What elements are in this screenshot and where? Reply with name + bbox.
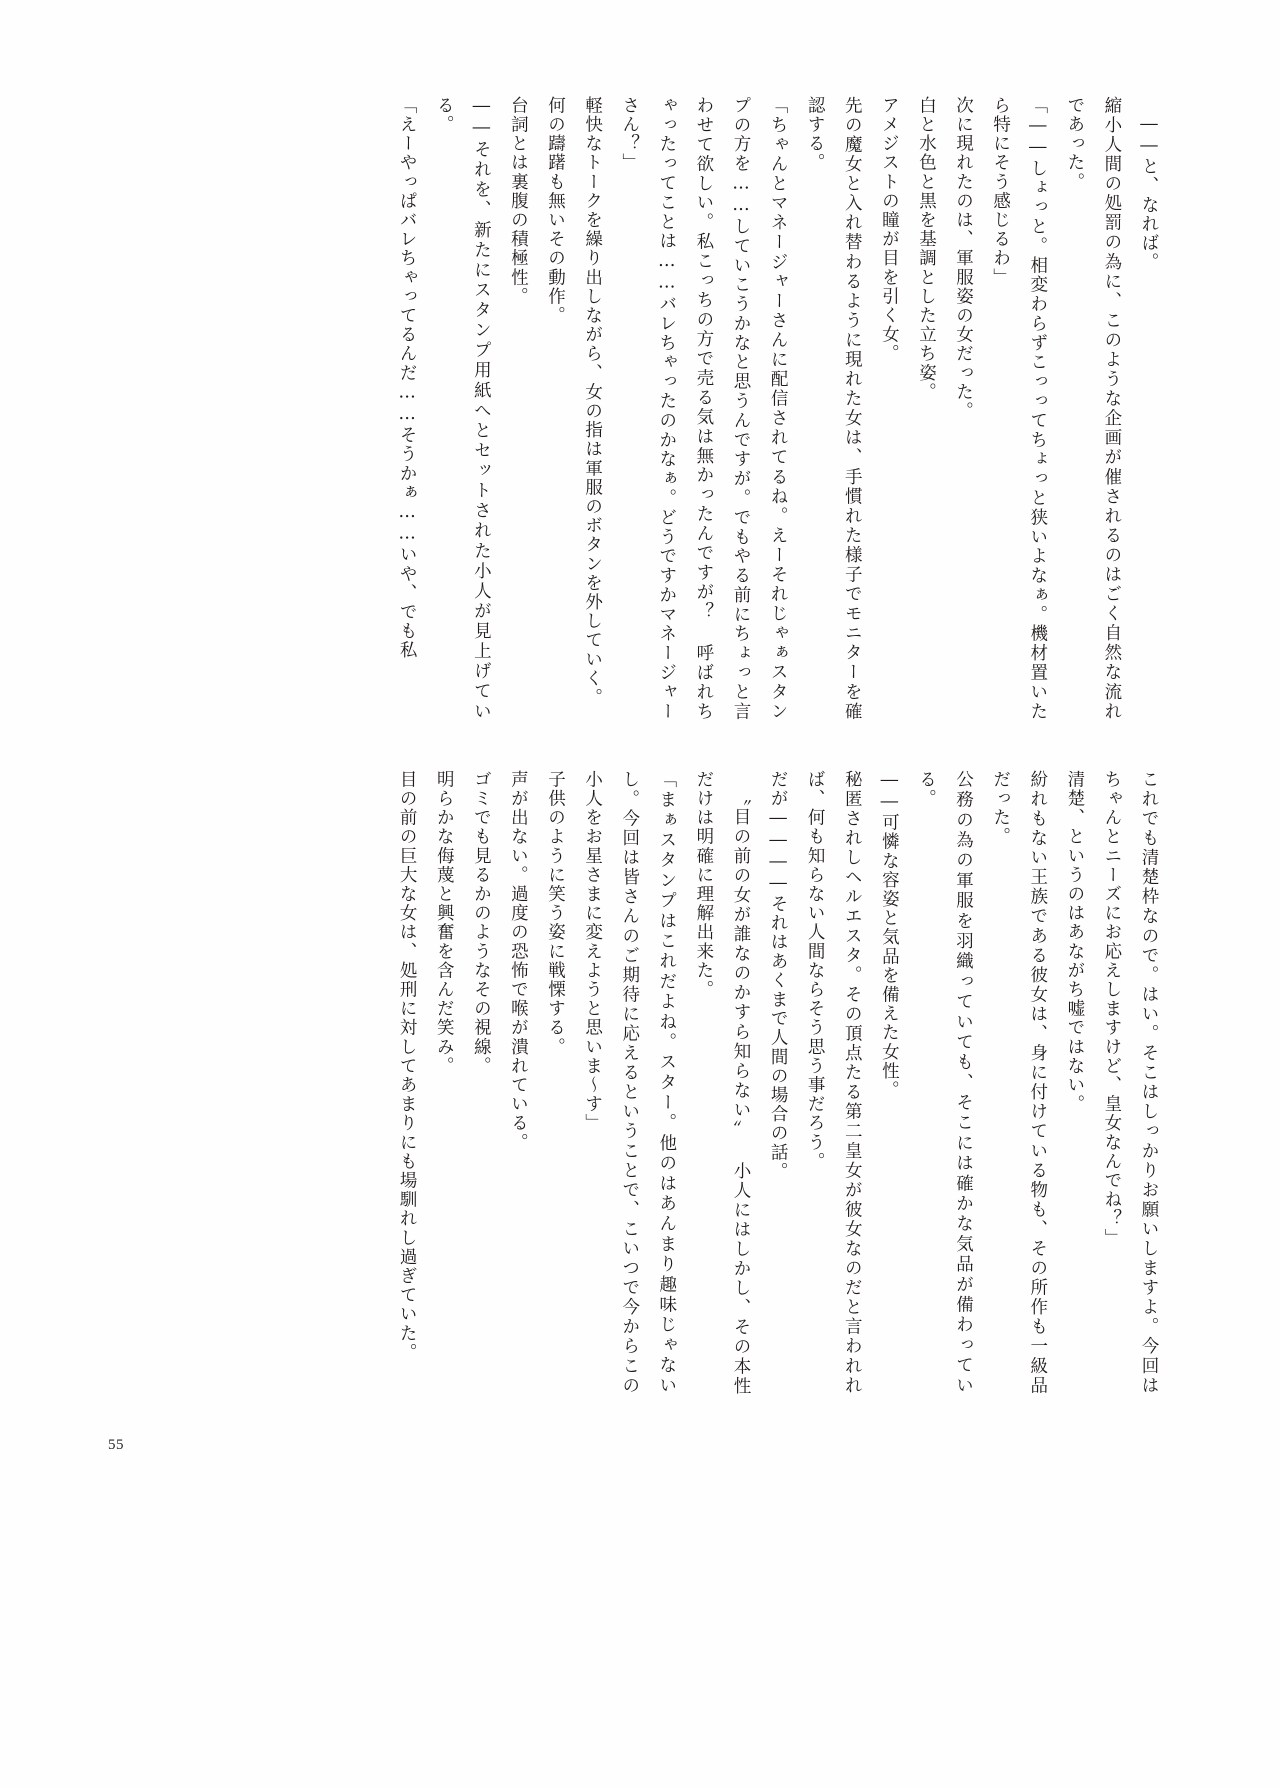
paragraph: 「えーやっぱバレちゃってるんだ……そうかぁ……いや、でも私 bbox=[397, 96, 418, 660]
paragraph: 先の魔女と入れ替わるように現れた女は、手慣れた様子でモニターを確認する。 bbox=[805, 96, 863, 721]
paragraph: 「まぁスタンプはこれだよね。スター。他のはあんまり趣味じゃないし。今回は皆さんのご期待に応えるということで、こいつで今からこの小人をお星さまに変えようと思いま～す」 bbox=[582, 770, 677, 1395]
paragraph: 清楚、というのはあながち嘘ではない。 bbox=[1064, 770, 1085, 1114]
paragraph: 「ちゃんとマネージャーさんに配信されてるね。えーそれじゃぁスタンプの方を……していこうかなと思うんですが。でもやる前にちょっと言わせて欲しい。私こっちの方で売る気は無かったんですが？ 呼ばれちゃったってことは……バレちゃったのかなぁ。どうですかマネージャーさん？」 bbox=[619, 96, 789, 721]
page-number: 55 bbox=[108, 1437, 124, 1453]
paragraph: 〝目の前の女が誰なのかすら知らない〟 小人にはしかし、その本性だけは明確に理解出来た。 bbox=[693, 770, 751, 1395]
text-column-bottom bbox=[322, 770, 1167, 1395]
paragraph: 目の前の巨大な女は、処刑に対してあまりにも場馴れし過ぎていた。 bbox=[397, 770, 418, 1363]
paragraph: ゴミでも見るかのようなその視線。 bbox=[471, 770, 492, 1076]
paragraph: 「――しょっと。相変わらずこっってちょっと狭いよなぁ。機材置いたら特にそう感じるわ」 bbox=[990, 96, 1048, 721]
paragraph: 何の躊躇も無いその動作。 bbox=[545, 96, 566, 326]
paragraph: 子供のように笑う姿に戦慄する。 bbox=[545, 770, 566, 1057]
paragraph: 紛れもない王族である彼女は、身に付けている物も、その所作も一級品だった。 bbox=[990, 770, 1048, 1395]
paragraph: 次に現れたのは、軍服姿の女だった。 bbox=[953, 96, 974, 421]
paragraph: 明らかな侮蔑と興奮を含んだ笑み。 bbox=[434, 770, 455, 1076]
paragraph: 秘匿されしヘルエスタ。その頂点たる第二皇女が彼女なのだと言われれば、何も知らない人間ならそう思う事だろう。 bbox=[805, 770, 863, 1395]
paragraph: 縮小人間の処罰の為に、このような企画が催されるのはごく自然な流れであった。 bbox=[1064, 96, 1122, 721]
paragraph: 白と水色と黒を基調とした立ち姿。 bbox=[916, 96, 937, 402]
paragraph: 台詞とは裏腹の積極性。 bbox=[508, 96, 529, 307]
paragraph: だが――――それはあくまで人間の場合の話。 bbox=[768, 770, 789, 1182]
paragraph: アメジストの瞳が目を引く女。 bbox=[879, 96, 900, 364]
paragraph: ――と、なれば。 bbox=[1139, 113, 1159, 272]
text-column-top bbox=[322, 96, 1167, 721]
paragraph: 軽快なトークを繰り出しながら、女の指は軍服のボタンを外していく。 bbox=[582, 96, 603, 708]
paragraph: ――それを、新たにスタンプ用紙へとセットされた小人が見上げている。 bbox=[434, 96, 492, 721]
paragraph: これでも清楚枠なので。はい。そこはしっかりお願いしますよ。今回はちゃんとニーズにお応えしますけど、皇女なんでね？」 bbox=[1101, 770, 1159, 1395]
paragraph: ――可憐な容姿と気品を備えた女性。 bbox=[879, 770, 900, 1100]
paragraph: 声が出ない。過度の恐怖で喉が潰れている。 bbox=[508, 770, 529, 1152]
paragraph: 公務の為の軍服を羽織っていても、そこには確かな気品が備わっている。 bbox=[916, 770, 974, 1395]
